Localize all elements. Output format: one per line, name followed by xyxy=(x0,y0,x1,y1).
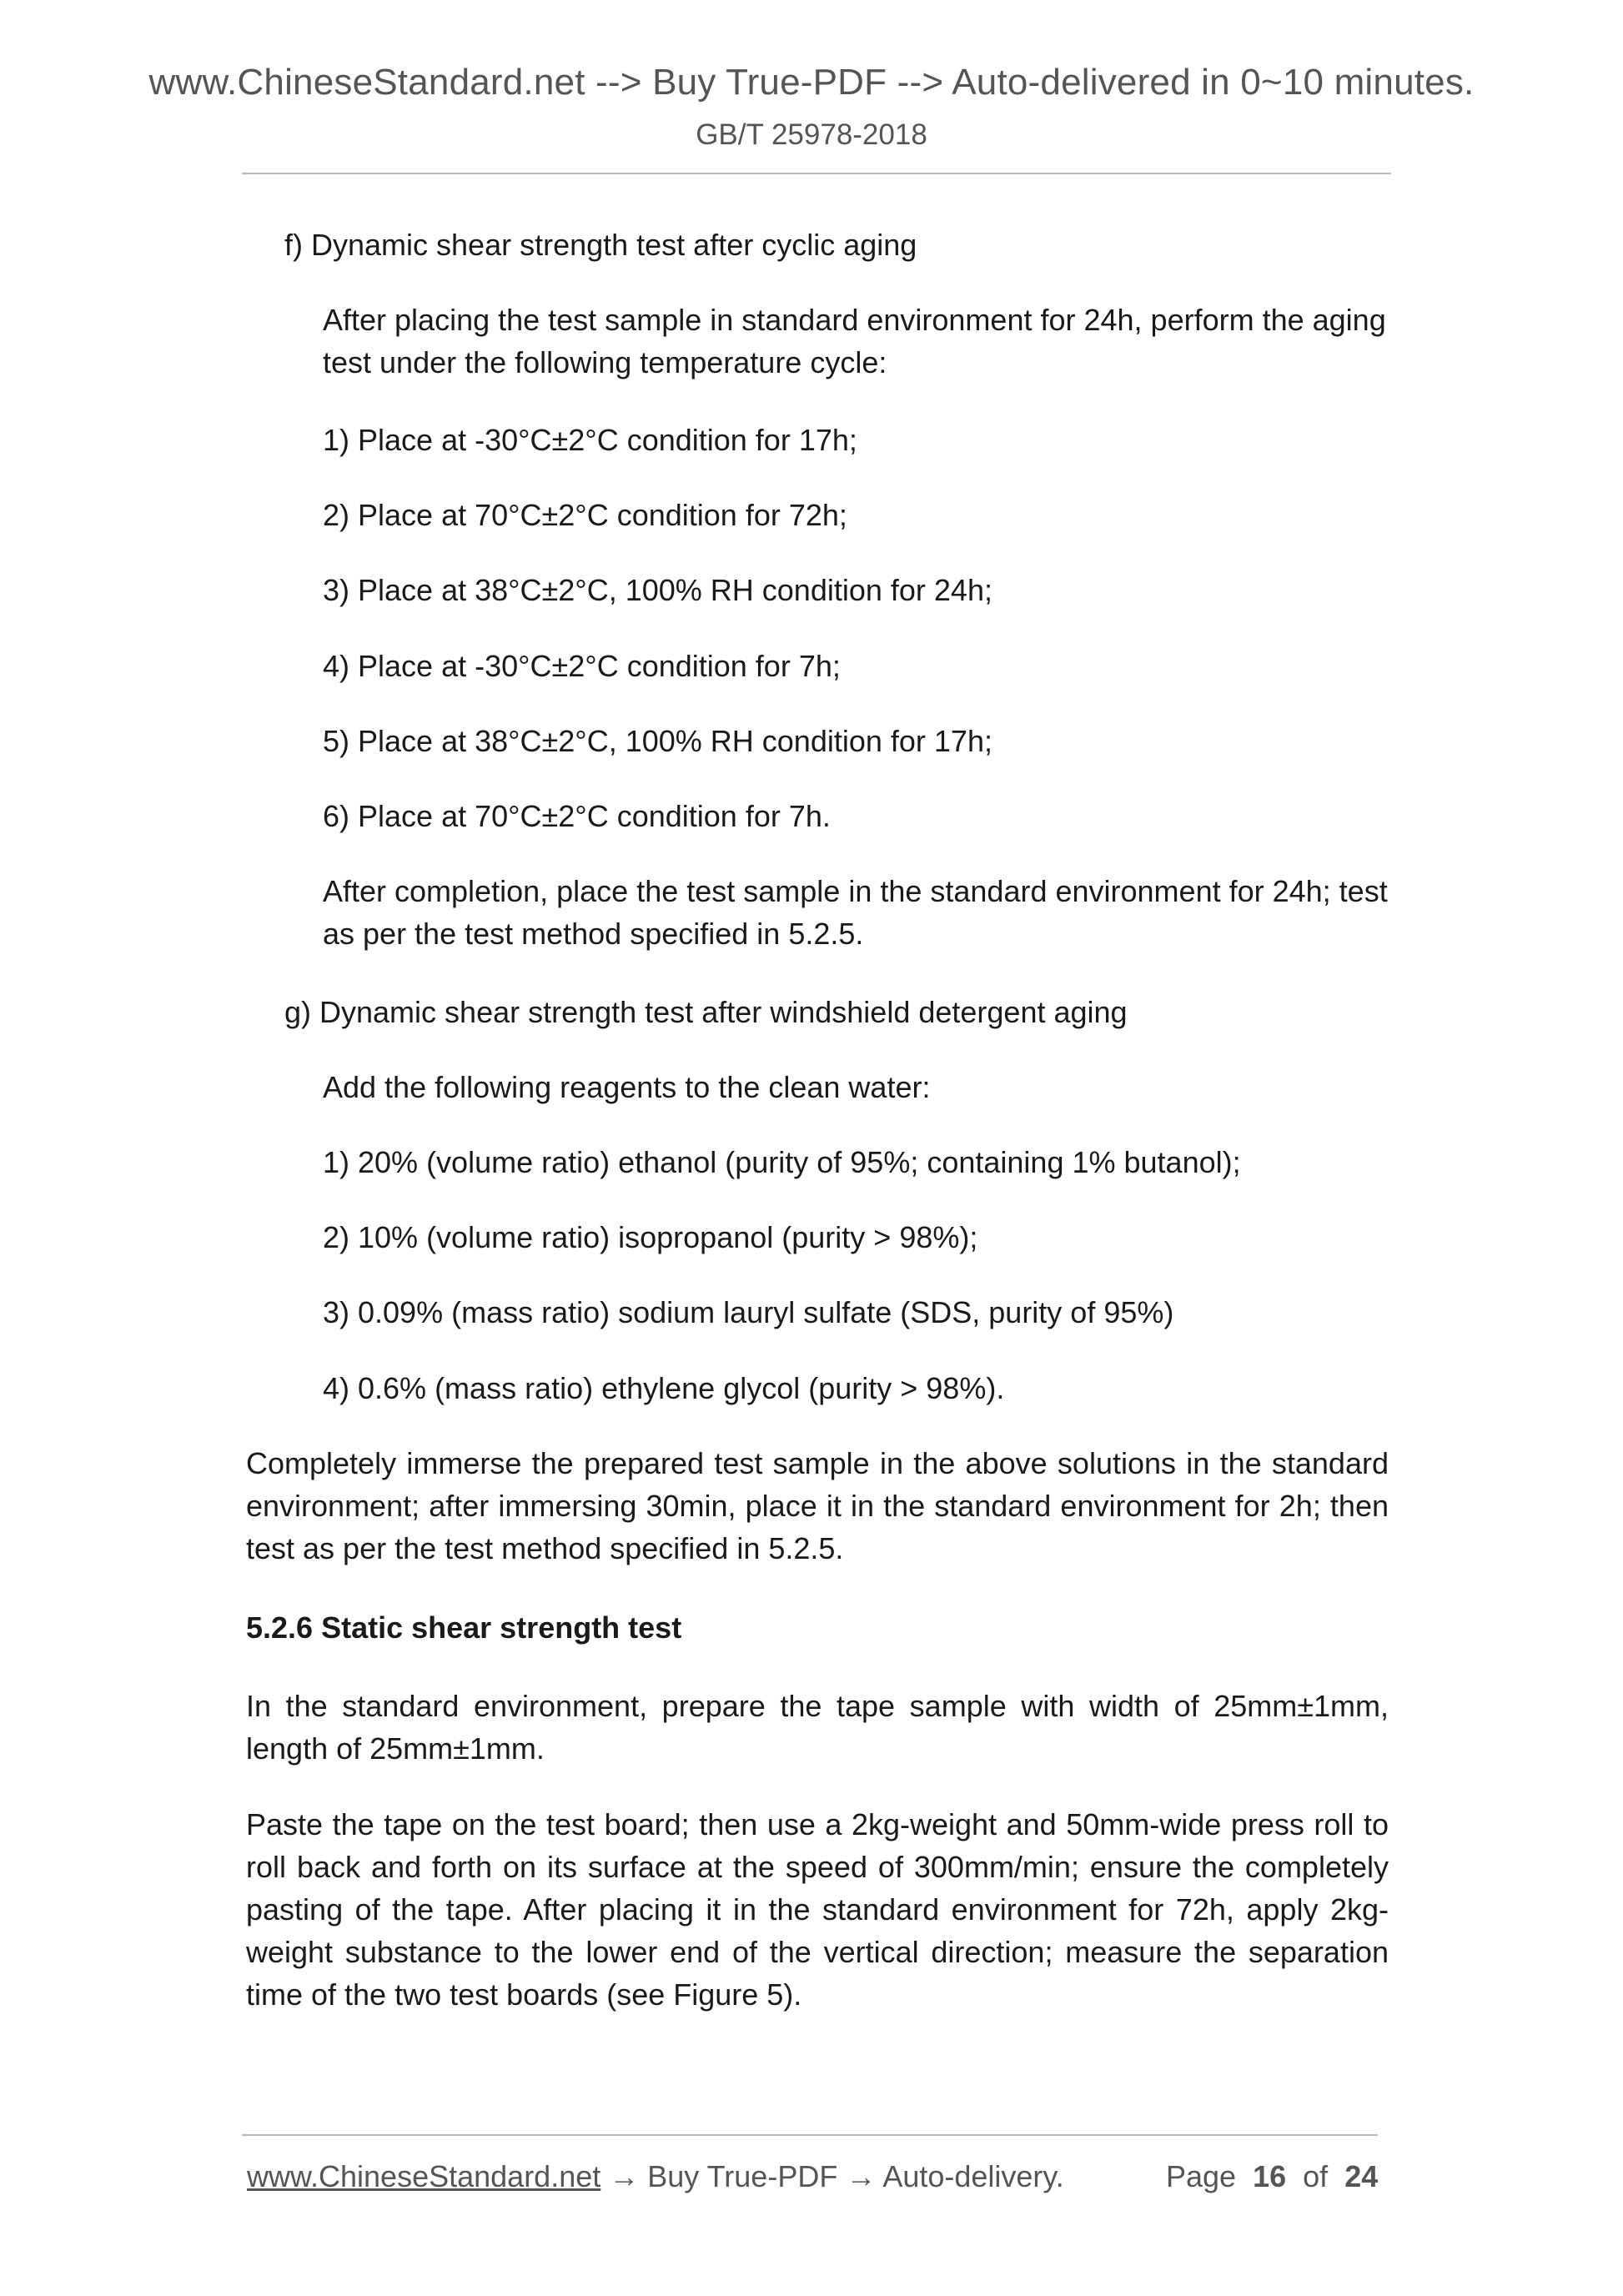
immerse-paragraph: Completely immerse the prepared test sample in the above solutions in the standard environment; after immersing 30min, place it in the standard environment for 2h; then test as per the test method specified in 5.2.5. xyxy=(246,1446,1389,1565)
footer-divider xyxy=(242,2134,1378,2136)
item-f-intro: After placing the test sample in standard environment for 24h, perform the aging test under the following temperature cycle: xyxy=(323,303,1386,379)
of-label: of xyxy=(1303,2159,1329,2193)
section-heading-5-2-6: 5.2.6 Static shear strength test xyxy=(246,1610,682,1645)
reagent-item: 2) 10% (volume ratio) isopropanol (purity > 98%); xyxy=(323,1220,978,1254)
footer-site-link[interactable]: www.ChineseStandard.net xyxy=(247,2159,601,2193)
page-label: Page xyxy=(1166,2159,1237,2193)
header-banner: www.ChineseStandard.net --> Buy True-PDF --> Auto-delivered in 0~10 minutes. xyxy=(148,62,1475,103)
cycle-step: 2) Place at 70°C±2°C condition for 72h; xyxy=(323,498,847,532)
item-g-title: g) Dynamic shear strength test after windshield detergent aging xyxy=(284,995,1128,1029)
cycle-step: 3) Place at 38°C±2°C, 100% RH condition for 24h; xyxy=(323,573,992,607)
footer-left xyxy=(247,2158,1064,2195)
reagent-item: 1) 20% (volume ratio) ethanol (purity of 95%; containing 1% butanol); xyxy=(323,1145,1241,1179)
item-f-after: After completion, place the test sample in the standard environment for 24h; test as per the test method specified in 5.2.5. xyxy=(323,874,1388,951)
standard-code: GB/T 25978-2018 xyxy=(696,118,927,151)
item-g-intro: Add the following reagents to the clean water: xyxy=(323,1070,931,1104)
cycle-step: 1) Place at -30°C±2°C condition for 17h; xyxy=(323,423,857,457)
paragraph-test-procedure: Paste the tape on the test board; then use a 2kg-weight and 50mm-wide press roll to roll back and forth on its surface at the speed of 300mm/min; ensure the completely pasting of the tape. After placing it in the standard environment for 72h, apply 2kg-weight substance to the lower end of the vertical direction; measure the separation time of the two test boards (see Figure 5). xyxy=(246,1807,1389,2012)
paragraph-sample-prep: In the standard environment, prepare the tape sample with width of 25mm±1mm, length of 25mm±1mm. xyxy=(246,1689,1389,1766)
footer-tagline: → Buy True-PDF → Auto-delivery. xyxy=(600,2159,1064,2193)
cycle-step: 5) Place at 38°C±2°C, 100% RH condition for 17h; xyxy=(323,724,992,758)
header-divider xyxy=(242,173,1391,174)
reagent-item: 3) 0.09% (mass ratio) sodium lauryl sulfate (SDS, purity of 95%) xyxy=(323,1295,1174,1329)
reagent-item: 4) 0.6% (mass ratio) ethylene glycol (purity > 98%). xyxy=(323,1371,1005,1405)
cycle-step: 6) Place at 70°C±2°C condition for 7h. xyxy=(323,799,831,833)
page-total: 24 xyxy=(1344,2159,1379,2193)
item-f-title: f) Dynamic shear strength test after cyclic aging xyxy=(284,228,917,262)
page-indicator xyxy=(1166,2158,1378,2195)
page-number: 16 xyxy=(1253,2159,1287,2193)
cycle-step: 4) Place at -30°C±2°C condition for 7h; xyxy=(323,649,841,683)
